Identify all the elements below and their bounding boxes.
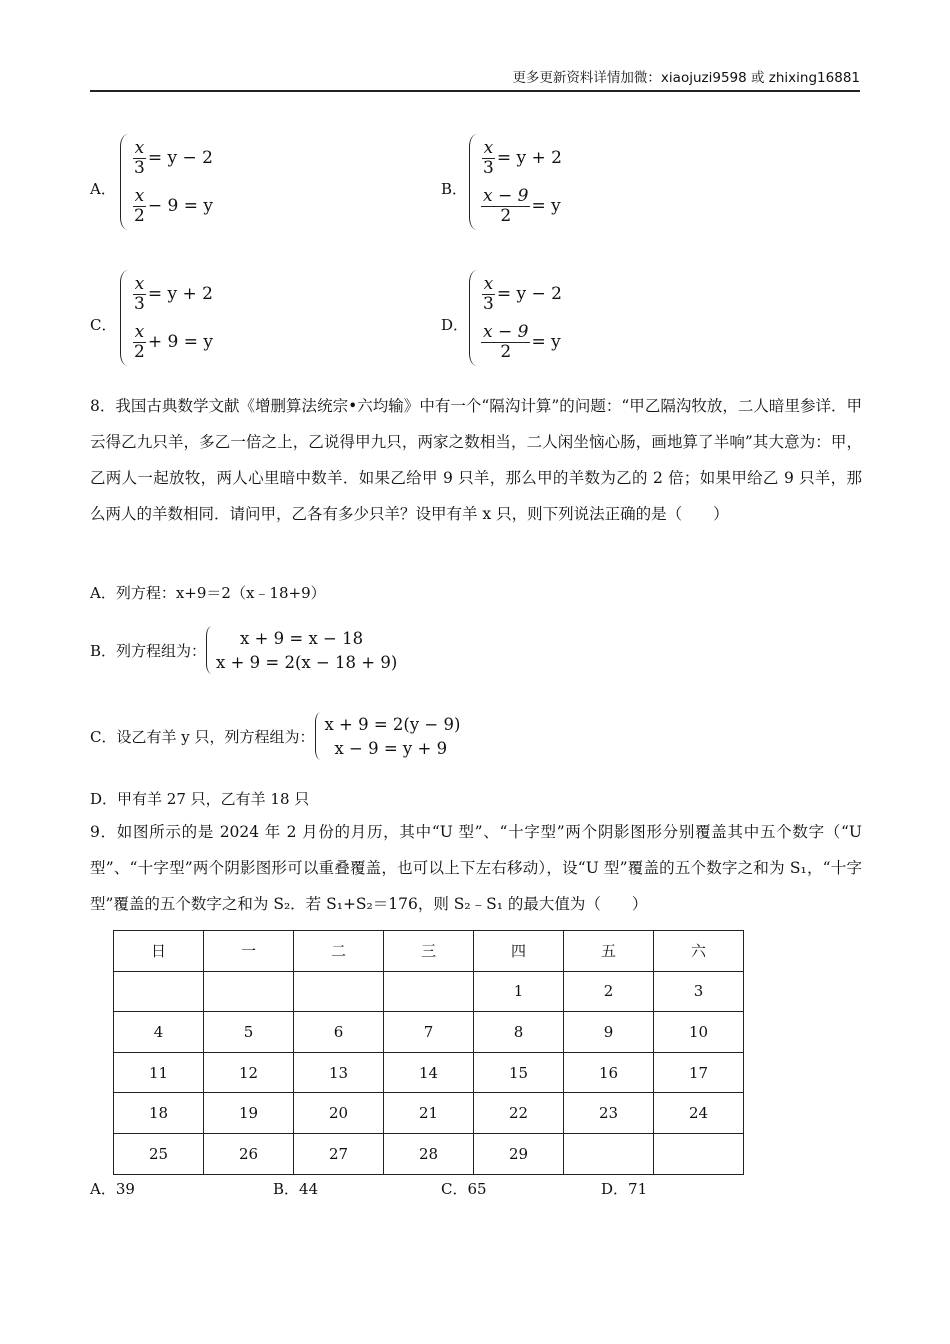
calendar-cell: 25 xyxy=(114,1133,204,1174)
calendar-cell xyxy=(384,971,474,1012)
calendar-cell xyxy=(564,1133,654,1174)
calendar-cell: 19 xyxy=(204,1093,294,1134)
page-header xyxy=(90,68,860,92)
calendar-cell: 12 xyxy=(204,1052,294,1093)
calendar-cell: 21 xyxy=(384,1093,474,1134)
q8-option-d: D．甲有羊 27 只，乙有羊 18 只 xyxy=(90,790,310,808)
calendar-cell: 18 xyxy=(114,1093,204,1134)
equation-1: $\frac{x}{3}$ = y + 2 xyxy=(134,273,213,314)
calendar-cell: 11 xyxy=(114,1052,204,1093)
calendar-header-cell: 一 xyxy=(204,931,294,972)
calendar-cell: 14 xyxy=(384,1052,474,1093)
equation-2: $\frac{x}{2}$ + 9 = y xyxy=(134,321,213,362)
calendar-cell xyxy=(294,971,384,1012)
calendar-cell: 26 xyxy=(204,1133,294,1174)
equation-1: $\frac{x}{3}$ = y − 2 xyxy=(483,273,562,314)
calendar-header-cell: 五 xyxy=(564,931,654,972)
q9-stem: 9．如图所示的是 2024 年 2 月份的月历，其中“U 型”、“十字型”两个阴影图形分别覆盖其中五个数字（“U 型”、“十字型”两个阴影图形可以重叠覆盖，也可以上下左右移动），设“U 型”覆盖的五个数字之和为 S₁，“十字型”覆盖的五个数字之和为 S₂．若 S₁+S₂＝176，则 S₂﹣S₁ 的最大值为（ ） xyxy=(90,823,862,913)
q9-answer-b: B．44 xyxy=(273,1180,319,1198)
option-label: C． xyxy=(90,316,117,334)
option-label: B．列方程组为： xyxy=(90,641,207,660)
calendar-cell xyxy=(204,971,294,1012)
calendar-header-row xyxy=(114,931,744,972)
calendar-row xyxy=(114,1012,744,1053)
calendar-cell: 3 xyxy=(654,971,744,1012)
q9-answer-c: C．65 xyxy=(441,1180,487,1198)
calendar-cell xyxy=(654,1133,744,1174)
calendar-cell: 27 xyxy=(294,1133,384,1174)
brace xyxy=(469,270,477,366)
calendar-cell: 24 xyxy=(654,1093,744,1134)
brace xyxy=(120,270,128,366)
equation-2: $\frac{x - 9}{2}$ = y xyxy=(483,321,561,362)
equation-system xyxy=(469,270,562,366)
calendar-cell: 6 xyxy=(294,1012,384,1053)
q8-option-b xyxy=(90,626,397,674)
equation-system xyxy=(469,134,562,230)
equation-2: $\frac{x - 9}{2}$ = y xyxy=(483,185,561,226)
calendar-cell: 1 xyxy=(474,971,564,1012)
calendar-cell: 23 xyxy=(564,1093,654,1134)
option-label: D． xyxy=(441,316,469,334)
calendar-cell: 20 xyxy=(294,1093,384,1134)
calendar-cell: 28 xyxy=(384,1133,474,1174)
q8-option-a: A．列方程：x+9＝2（x﹣18+9） xyxy=(90,584,326,602)
brace xyxy=(469,134,477,230)
calendar-cell: 4 xyxy=(114,1012,204,1053)
option-label: C．设乙有羊 y 只，列方程组为： xyxy=(90,727,315,746)
equation-1: $\frac{x}{3}$ = y − 2 xyxy=(134,137,213,178)
calendar-cell: 7 xyxy=(384,1012,474,1053)
equation-2: x − 9 = y + 9 xyxy=(334,738,448,758)
brace xyxy=(315,712,322,760)
calendar-cell: 5 xyxy=(204,1012,294,1053)
calendar-row xyxy=(114,1052,744,1093)
equation-2: x + 9 = 2(x − 18 + 9) xyxy=(216,652,398,672)
calendar-header-cell: 三 xyxy=(384,931,474,972)
equation-1: x + 9 = 2(y − 9) xyxy=(324,714,461,734)
header-text: 更多更新资料详情加微：xiaojuzi9598 或 zhixing16881 xyxy=(512,70,860,86)
equation-system xyxy=(120,134,213,230)
calendar-cell: 8 xyxy=(474,1012,564,1053)
equation-system xyxy=(120,270,213,366)
equation-1: x + 9 = x − 18 xyxy=(240,628,364,648)
equation-1: $\frac{x}{3}$ = y + 2 xyxy=(483,137,562,178)
q9-answer-d: D．71 xyxy=(601,1180,648,1198)
option-label: A． xyxy=(90,180,116,198)
q9-answer-a: A．39 xyxy=(90,1180,135,1198)
brace xyxy=(206,626,213,674)
calendar-cell: 13 xyxy=(294,1052,384,1093)
calendar-cell: 29 xyxy=(474,1133,564,1174)
calendar-header-cell: 四 xyxy=(474,931,564,972)
calendar-cell: 16 xyxy=(564,1052,654,1093)
calendar-header-cell: 日 xyxy=(114,931,204,972)
calendar-row xyxy=(114,971,744,1012)
calendar-cell: 17 xyxy=(654,1052,744,1093)
calendar-cell: 2 xyxy=(564,971,654,1012)
calendar-row xyxy=(114,1133,744,1174)
equation-system xyxy=(206,626,397,674)
calendar-cell: 10 xyxy=(654,1012,744,1053)
calendar-header-cell: 二 xyxy=(294,931,384,972)
brace xyxy=(120,134,128,230)
calendar-cell: 15 xyxy=(474,1052,564,1093)
equation-2: $\frac{x}{2}$ − 9 = y xyxy=(134,185,213,226)
calendar-cell: 22 xyxy=(474,1093,564,1134)
calendar-table xyxy=(113,930,744,1175)
calendar-row xyxy=(114,1093,744,1134)
calendar-cell xyxy=(114,971,204,1012)
q8-option-c xyxy=(90,712,460,760)
q8-stem: 8．我国古典数学文献《增删算法统宗•六均输》中有一个“隔沟计算”的问题：“甲乙隔沟牧放，二人暗里参详．甲云得乙九只羊，多乙一倍之上，乙说得甲九只，两家之数相当，二人闲坐恼心肠，画地算了半响”其大意为：甲，乙两人一起放牧，两人心里暗中数羊．如果乙给甲 9 只羊，那么甲的羊数为乙的 2 倍；如果甲给乙 9 只羊，那么两人的羊数相同．请问甲，乙各有多少只羊？设甲有羊 x 只，则下列说法正确的是（ ） xyxy=(90,397,862,523)
calendar-header-cell: 六 xyxy=(654,931,744,972)
equation-system xyxy=(315,712,461,760)
option-label: B． xyxy=(441,180,468,198)
calendar-cell: 9 xyxy=(564,1012,654,1053)
